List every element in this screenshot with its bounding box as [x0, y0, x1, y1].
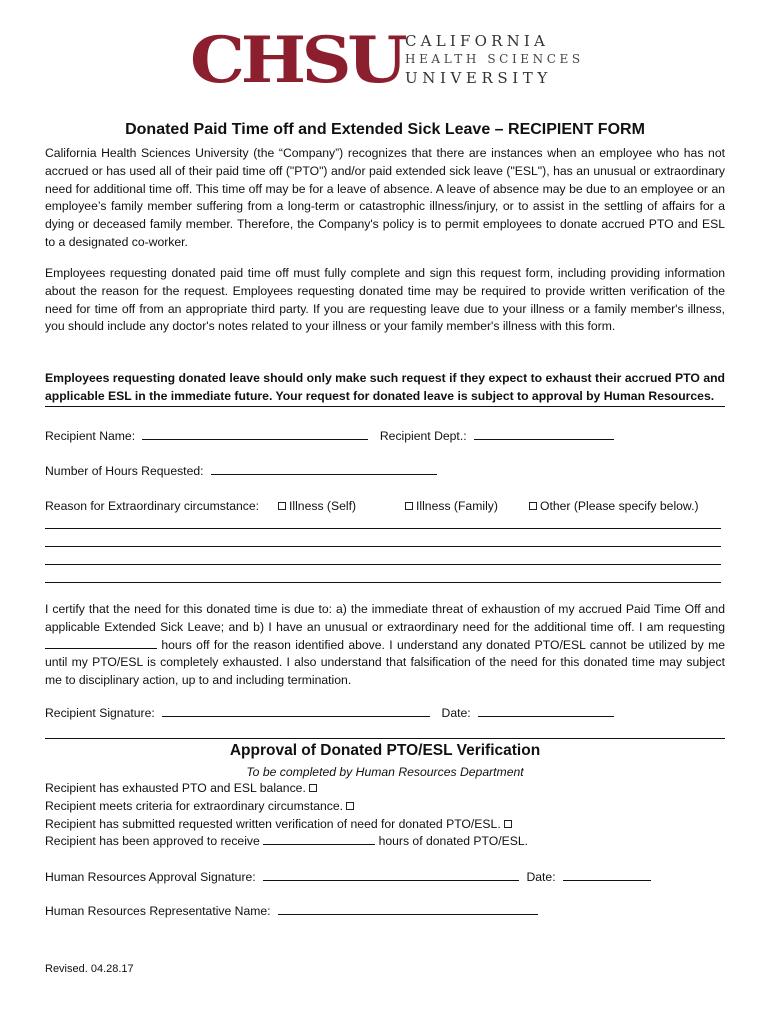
hr-date-field[interactable] [563, 869, 651, 881]
approval-item-3-label: Recipient has submitted requested written verification of need for donated PTO/ESL. [45, 817, 501, 831]
certification-text-b: hours off for the reason identified above. I understand any donated PTO/ESL cannot be utilized by me until my PTO/ESL is completely exhausted. I also understand that falsification of the need for this donated time may subject me to disciplinary action, up to and including termination. [45, 637, 725, 688]
checkbox-icon[interactable] [278, 502, 286, 510]
intro-paragraph-1: California Health Sciences University (the “Company”) recognizes that there are instances when an employee who has not accrued or has used all of their paid time off ("PTO") and/or paid extended sick leave ("ESL"), has an unusual or extraordinary need for additional time off. This time off may be for a leave of absence. A leave of absence may be due to an employee or an employee’s family member suffering from a long-term or catastrophic illness/injury, or to assist in the settling of affairs for a dying or deceased family member. Therefore, the Company's policy is to permit employees to donate accrued PTO and ESL to a designated co-worker. [45, 146, 725, 249]
hr-rep-field[interactable] [278, 903, 538, 915]
checkbox-icon[interactable] [405, 502, 413, 510]
hours-off-field[interactable] [45, 637, 157, 649]
approval-item-1 [45, 780, 735, 797]
approval-item-1-label: Recipient has exhausted PTO and ESL balance. [45, 781, 306, 795]
hr-rep-row [45, 903, 735, 920]
checkbox-icon[interactable] [529, 502, 537, 510]
approval-item-4-suffix: hours of donated PTO/ESL. [378, 834, 529, 848]
option-illness-self[interactable] [275, 498, 356, 515]
hr-signature-label: Human Resources Approval Signature: [45, 870, 256, 884]
form-title: Donated Paid Time off and Extended Sick Leave – RECIPIENT FORM [125, 121, 645, 138]
logo-line-2: HEALTH SCIENCES [405, 52, 584, 66]
approval-item-4 [45, 833, 735, 850]
reason-line-3[interactable] [45, 564, 721, 565]
hours-row [45, 463, 735, 480]
section-divider [45, 406, 725, 407]
donated-hours-field[interactable] [263, 833, 375, 845]
approval-item-4-label: Recipient has been approved to receive [45, 834, 260, 848]
recipient-dept-field[interactable] [474, 428, 614, 440]
checkbox-icon[interactable] [309, 784, 317, 792]
checkbox-icon[interactable] [504, 820, 512, 828]
hours-requested-label: Number of Hours Requested: [45, 464, 204, 478]
logo-wordmark [405, 32, 584, 88]
reason-line-1[interactable] [45, 528, 721, 529]
reason-line-2[interactable] [45, 546, 721, 547]
logo-line-1: CALIFORNIA [405, 32, 550, 50]
hr-rep-label: Human Resources Representative Name: [45, 904, 271, 918]
recipient-dept-label: Recipient Dept.: [379, 429, 467, 443]
approval-divider [45, 738, 725, 739]
recipient-date-label: Date: [441, 706, 471, 720]
checkbox-icon[interactable] [346, 802, 354, 810]
recipient-name-label: Recipient Name: [45, 429, 136, 443]
logo-mark: CHSU [190, 23, 404, 98]
intro-paragraph-2: Employees requesting donated paid time off must fully complete and sign this request form, including providing information about the reason for the request. Employees requesting donated time may be required to provide written verification of the need for time off from an appropriate third party. If you are requesting leave due to your illness or a family member's illness, you should include any doctor's notes related to your illness or your family member's illness with this form. [45, 266, 725, 334]
recipient-row [45, 428, 735, 445]
option-other[interactable] [526, 498, 699, 515]
option-illness-family[interactable] [402, 498, 498, 515]
certification-text-a: I certify that the need for this donated time is due to: a) the immediate threat of exhaustion of my accrued Paid Time Off and applicable Extended Sick Leave; and b) I have an unusual or extraordinary need for the additional time off. I am requesting [45, 602, 725, 634]
signature-row [45, 705, 735, 722]
recipient-signature-label: Recipient Signature: [45, 706, 155, 720]
option-other-label: Other (Please specify below.) [540, 499, 699, 513]
hr-date-label: Date: [526, 870, 556, 884]
reason-label: Reason for Extraordinary circumstance: [45, 499, 260, 513]
certification-paragraph [45, 601, 725, 690]
hours-requested-field[interactable] [211, 463, 437, 475]
approval-item-2 [45, 798, 735, 815]
option-illness-self-label: Illness (Self) [289, 499, 357, 513]
revision-date: Revised. 04.28.17 [45, 963, 134, 975]
option-illness-family-label: Illness (Family) [416, 499, 498, 513]
recipient-date-field[interactable] [478, 705, 614, 717]
logo-line-3: UNIVERSITY [405, 69, 552, 87]
recipient-signature-field[interactable] [162, 705, 430, 717]
reason-line-4[interactable] [45, 582, 721, 583]
approval-item-3 [45, 816, 735, 833]
approval-item-2-label: Recipient meets criteria for extraordinary circumstance. [45, 799, 344, 813]
intro-paragraph-3: Employees requesting donated leave should only make such request if they expect to exhaust their accrued PTO and applicable ESL in the immediate future. Your request for donated leave is subject to approval by Human Resources. [45, 371, 725, 403]
hr-signature-row [45, 869, 735, 886]
chsu-logo [190, 23, 590, 98]
recipient-name-field[interactable] [142, 428, 368, 440]
hr-signature-field[interactable] [263, 869, 519, 881]
approval-title: Approval of Donated PTO/ESL Verification [229, 742, 541, 759]
approval-note: To be completed by Human Resources Department [246, 765, 524, 779]
